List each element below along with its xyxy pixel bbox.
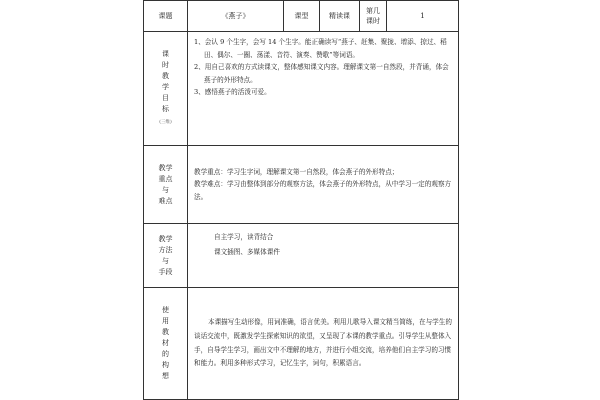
- method-item: 自主学习，读背结合: [214, 233, 274, 241]
- key-point-item: 教学难点：学习由整体到部分的观察方法，体会燕子的外形特点，从中学习一定的观察方法。: [194, 180, 452, 201]
- concept-label: 使 用 教 材 的 构 想: [144, 288, 188, 400]
- methods-label: 教学 方法 与 手段: [144, 224, 188, 288]
- concept-content: [188, 288, 459, 400]
- key-points-label: 教学 重点 与 难点: [144, 146, 188, 224]
- header-row: [144, 1, 459, 32]
- methods-row: [144, 224, 459, 288]
- lesson-number-label: 第几 课时: [360, 1, 387, 32]
- topic-label: 课题: [144, 1, 188, 32]
- goals-row: [144, 32, 459, 146]
- type-value: 精读课: [320, 1, 360, 32]
- type-label: 课型: [284, 1, 320, 32]
- lesson-plan-sheet: [143, 0, 458, 400]
- goals-content: [188, 32, 459, 146]
- goal-item: 2、用自己喜欢的方式读课文，整体感知课文内容。理解课文第一自然段，并背诵，体会燕子的外形特点。: [194, 63, 449, 84]
- lesson-plan-table: [143, 0, 459, 400]
- goals-label: 课 时 教 学 目 标 (三维): [144, 32, 188, 146]
- concept-row: [144, 288, 459, 400]
- method-item: 课文插图、多媒体课件: [214, 248, 280, 256]
- key-point-item: 教学重点：学习生字词，理解课文第一自然段，体会燕子的外形特点；: [194, 167, 399, 176]
- methods-content: [188, 224, 459, 288]
- topic-value: 《燕子》: [188, 1, 284, 32]
- lesson-number-value: 1: [387, 1, 459, 32]
- key-points-row: [144, 146, 459, 224]
- concept-text: 本课描写生动形像，用词准确，语言优美。利用儿歌导入课文精当简练，在与学生的谈话交流中，既激发学生探索知识的欲望，又呈现了本课的教学重点。引导学生从整体入手，自导学生学习，画出文中不理解的地方，并进行小组交流，培养他们自主学习的习惯和能力。利用多种形式学习，记忆生字，词句，积累语言。: [194, 318, 452, 368]
- goal-item: 1、会认 9 个生字，会写 14 个生字。能正确读写“燕子、赶集、聚拢、增添、掠过、稻田、偶尔、一圈、荡漾、音符、演奏、赞歌”等词语。: [194, 38, 447, 59]
- goals-label-sub: (三维): [159, 120, 172, 125]
- key-points-content: [188, 146, 459, 224]
- goal-item: 3、感悟燕子的活泼可爱。: [194, 88, 271, 96]
